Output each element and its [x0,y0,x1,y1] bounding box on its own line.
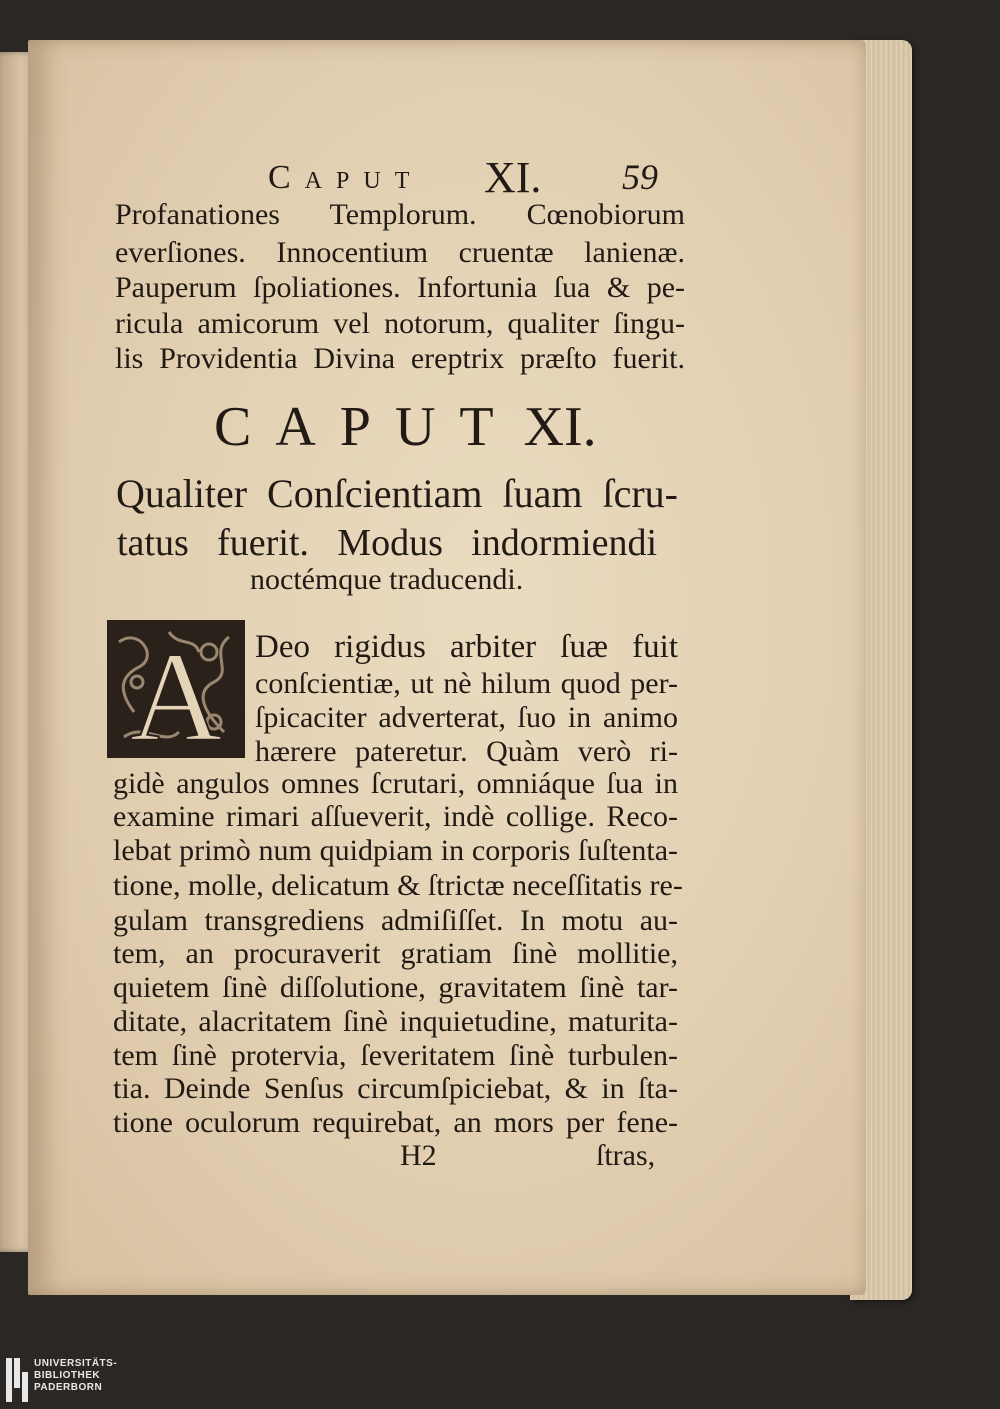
preceding-line-1: Profanationes Templorum. Cœnobiorum [115,198,685,231]
body-line-5: gidè angulos omnes ſcrutari, omniáque ſua in [113,767,678,800]
body-line-2: conſcientiæ, ut nè hilum quod per- [255,667,678,700]
running-header-numeral: XI. [484,153,542,202]
decorated-initial-letter [107,620,245,758]
body-line-1: Deo rigidus arbiter ſuæ fuit [255,629,678,665]
library-logo-icon [6,1358,28,1402]
body-line-4: hærere pateretur. Quàm verò ri- [255,735,678,768]
body-line-15: tione oculorum requirebat, an mors per fene- [113,1106,678,1139]
chapter-summary-line-3: noctémque traducendi. [250,563,524,596]
body-line-11: quietem ſinè diſſolutione, gravitatem ſinè tar- [113,971,678,1004]
body-line-3: ſpicaciter adverterat, ſuo in animo [255,701,678,734]
library-logo-line-3: PADERBORN [34,1382,103,1393]
library-logo [6,1358,117,1402]
chapter-summary-line-1: Qualiter Conſcientiam ſuam ſcru- [116,471,678,516]
preceding-line-3: Pauperum ſpoliationes. Infortunia ſua & pe- [115,271,685,304]
chapter-label: CAPUT [214,396,518,458]
preceding-line-4: ricula amicorum vel notorum, qualiter ſingu- [115,307,685,340]
signature-mark: H2 [400,1139,437,1172]
chapter-heading [214,395,597,459]
preceding-line-5: lis Providentia Divina ereptrix præſto fuerit. [115,342,685,375]
body-line-8: tione, molle, delicatum & ſtrictæ neceſſitatis re- [113,869,683,902]
page-number: 59 [622,157,658,197]
chapter-summary-line-2: tatus fuerit. Modus indormiendi [117,522,657,564]
running-header-caput: Caput [268,159,424,196]
body-line-14: tia. Deinde Senſus circumſpiciebat, & in ſta- [113,1072,678,1105]
body-line-7: lebat primò num quidpiam in corporis ſuſtenta- [113,834,678,867]
body-line-9: gulam transgrediens admiſiſſet. In motu au- [113,904,678,937]
body-line-10: tem, an procuraverit gratiam ſinè mollitie, [113,937,678,970]
catchword: ſtras, [596,1139,656,1172]
initial-letter: A [129,626,223,756]
library-logo-line-2: BIBLIOTHEK [34,1370,101,1381]
body-line-6: examine rimari aſſueverit, indè collige. Reco- [113,800,678,833]
library-logo-line-1: UNIVERSITÄTS- [34,1358,118,1369]
body-line-12: ditate, alacritatem ſinè inquietudine, maturita- [113,1005,678,1038]
body-line-13: tem ſinè protervia, ſeveritatem ſinè turbulen- [113,1039,678,1072]
floral-ornament-icon [109,622,243,756]
chapter-numeral: XI. [523,396,597,458]
preceding-line-2: everſiones. Innocentium cruentæ lanienæ. [115,236,685,269]
